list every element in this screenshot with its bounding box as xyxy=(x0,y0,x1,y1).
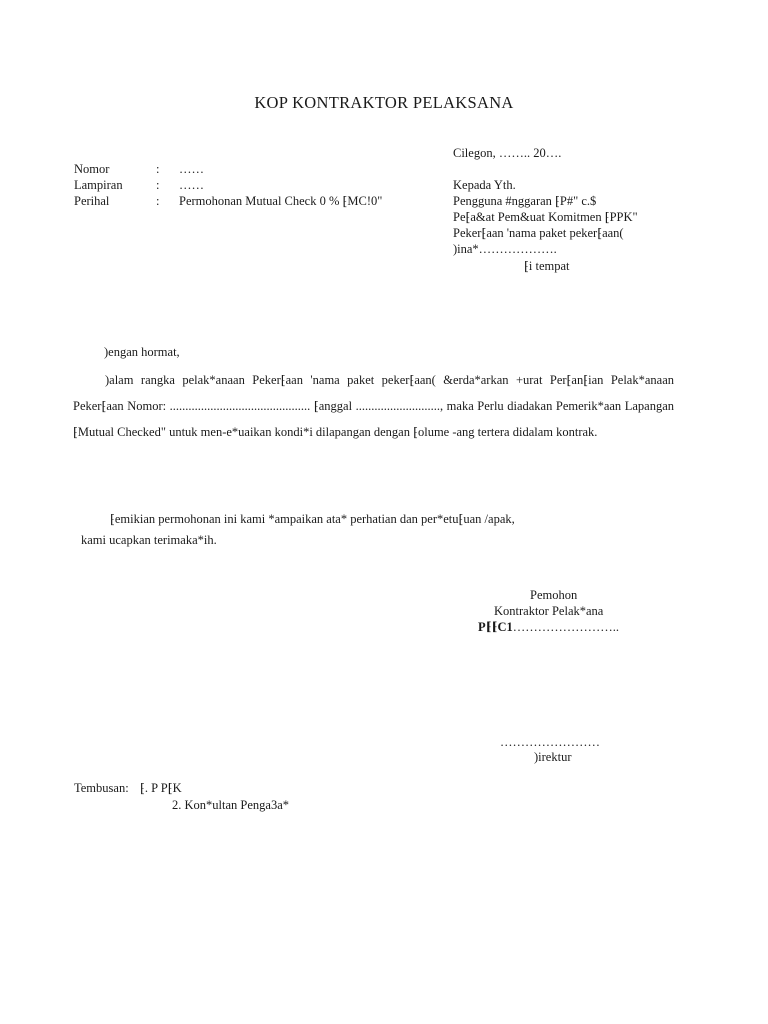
greeting: )engan hormat, xyxy=(104,345,180,359)
closing-line: kami ucapkan terimaka*ih. xyxy=(81,533,217,547)
signature-role: )irektur xyxy=(534,750,572,764)
field-colon: : xyxy=(156,162,160,176)
company-name-dots: …………………….. xyxy=(512,620,619,634)
field-label-perihal: Perihal xyxy=(74,194,110,208)
signature-line-dots: …………………… xyxy=(500,735,600,749)
signature-company-role: Kontraktor Pelak*ana xyxy=(494,604,604,618)
recipient-line: Pe⁅a&at Pem&uat Komitmen ⁅PPK" xyxy=(453,210,638,224)
company-prefix: P⁅⁅C1 xyxy=(478,620,513,634)
letterhead-title: KOP KONTRAKTOR PELAKSANA xyxy=(254,93,514,112)
signature-company xyxy=(478,619,619,636)
recipient-line: Peker⁅aan 'nama paket peker⁅aan( xyxy=(453,226,624,240)
body-paragraph-text: )alam rangka pelak*anaan Peker⁅aan 'nama paket peker⁅aan( &erda*arkan +urat Per⁅an⁅ian Pelak*anaan Peker⁅aan Nomor: ............................................. ⁅anggal ..........................., maka Perlu diadakan Pemerik*aan Lapangan ⁅Mutual Checked" untuk men-e*uaikan kondi*i dilapangan dengan ⁅olume -ang tertera didalam kontrak. xyxy=(73,373,674,439)
signature-title: Pemohon xyxy=(530,588,578,602)
recipient-line: Kepada Yth. xyxy=(453,178,516,192)
tembusan-item: ⁅. P P⁅K xyxy=(140,781,182,795)
field-label-nomor: Nomor xyxy=(74,162,110,176)
field-colon: : xyxy=(156,178,160,192)
field-value-nomor: …… xyxy=(179,162,204,176)
field-label-lampiran: Lampiran xyxy=(74,178,123,192)
recipient-line: Pengguna #nggaran ⁅P#" c.$ xyxy=(453,194,597,208)
recipient-line: )ina*………………. xyxy=(453,242,557,256)
place-date: Cilegon, …….. 20…. xyxy=(453,146,562,160)
recipient-place: ⁅i tempat xyxy=(524,259,570,273)
tembusan-item: 2. Kon*ultan Penga3a* xyxy=(172,798,289,812)
field-value-perihal: Permohonan Mutual Check 0 % ⁅MC!0" xyxy=(179,194,383,208)
field-colon: : xyxy=(156,194,160,208)
closing-line: ⁅emikian permohonan ini kami *ampaikan ata* perhatian dan per*etu⁅uan /apak, xyxy=(110,512,515,526)
body-paragraph xyxy=(73,367,674,445)
field-value-lampiran: …… xyxy=(179,178,204,192)
tembusan-label: Tembusan: xyxy=(74,781,129,795)
